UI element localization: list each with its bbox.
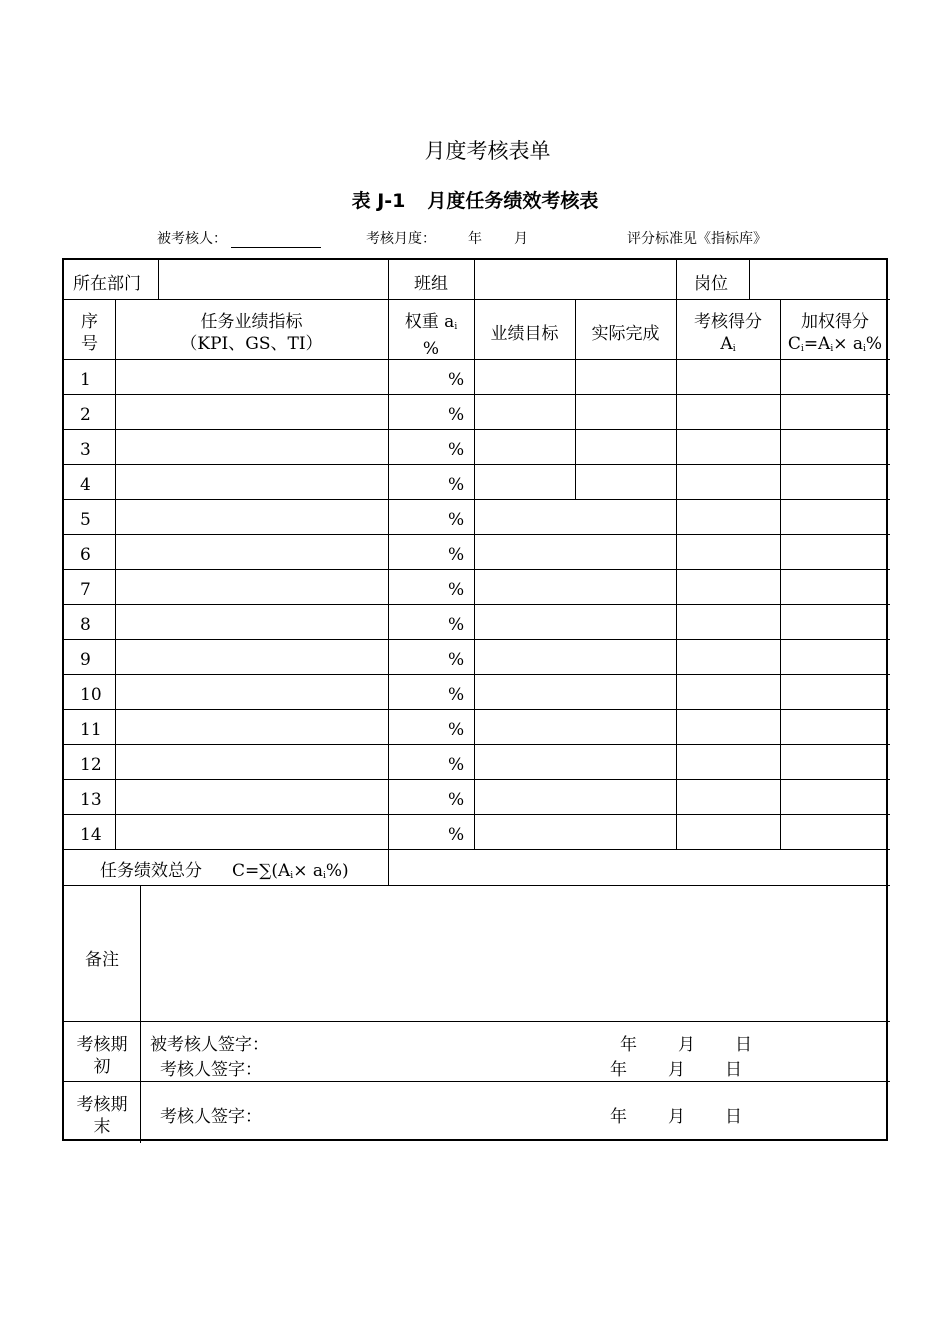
team-input[interactable] [476,261,674,297]
weight-header: 权重 $a_i$ % [404,312,458,359]
row-weight-percent: % [448,685,465,705]
row-number: 6 [80,545,91,565]
period-end-day: 日 [725,1107,742,1127]
period-end-year: 年 [610,1107,627,1127]
period-start-examinee-day: 日 [735,1035,752,1055]
assessment-table [62,258,888,1141]
target-header: 业绩目标 [490,324,559,344]
row-weight-percent: % [448,720,465,740]
total-value-cell[interactable] [390,852,888,882]
table-name: 月度任务绩效考核表 [427,190,599,212]
actual-header: 实际完成 [591,324,660,344]
row-weight-percent: % [448,370,465,390]
period-start-label: 考核期 初 [76,1035,128,1077]
row-number: 14 [80,825,102,845]
year-unit: 年 [468,231,482,247]
row-number: 3 [80,440,91,460]
month-label: 考核月度： [366,231,436,247]
month-field [366,228,528,248]
table-subtitle [0,186,950,213]
row-weight-percent: % [448,650,465,670]
department-label: 所在部门 [73,274,141,294]
period-start-examiner-sign[interactable]: 考核人签字： [160,1060,262,1080]
total-label: 任务绩效总分 $C=\sum(A_i\times a_i\%)$ [100,861,349,881]
period-end-label: 考核期 末 [76,1095,128,1137]
department-input[interactable] [160,261,386,297]
table-code: 表 J-1 [351,190,406,212]
period-start-examiner-day: 日 [725,1060,742,1080]
examinee-blank[interactable] [231,233,321,248]
score-header: 考核得分 $A_i$ [694,312,762,354]
row-weight-percent: % [448,580,465,600]
row-number: 4 [80,475,91,495]
remarks-input[interactable] [142,887,888,1019]
row-weight-percent: % [448,475,465,495]
page-title: 月度考核表单 [424,139,551,163]
row-number: 1 [80,370,91,390]
row-number: 5 [80,510,91,530]
weighted-header: 加权得分 $C_i=A_i\times a_i\%$ [787,312,883,354]
row-number: 8 [80,615,91,635]
post-label: 岗位 [694,274,728,294]
row-weight-percent: % [448,755,465,775]
row-number: 11 [80,720,102,740]
standard-note: 评分标准见《指标库》 [627,231,767,247]
row-number: 9 [80,650,91,670]
remarks-label: 备注 [85,950,119,970]
row-number: 10 [80,685,102,705]
period-start-examinee-sign[interactable]: 被考核人签字： [150,1035,269,1055]
row-weight-percent: % [448,615,465,635]
examinee-label: 被考核人： [157,231,227,247]
examinee-field [157,228,321,248]
period-start-examiner-month: 月 [668,1060,685,1080]
period-start-examiner-year: 年 [610,1060,627,1080]
period-start-examinee-year: 年 [620,1035,637,1055]
row-number: 13 [80,790,102,810]
seq-header: 序 号 [81,312,98,354]
row-weight-percent: % [448,510,465,530]
row-weight-percent: % [448,825,465,845]
period-end-month: 月 [668,1107,685,1127]
period-end-examiner-sign[interactable]: 考核人签字： [160,1107,262,1127]
period-start-examinee-month: 月 [678,1035,695,1055]
row-weight-percent: % [448,405,465,425]
row-number: 2 [80,405,91,425]
post-input[interactable] [751,261,887,297]
row-weight-percent: % [448,790,465,810]
team-label: 班组 [414,274,448,294]
row-number: 12 [80,755,102,775]
month-unit: 月 [514,231,528,247]
row-number: 7 [80,580,91,600]
row-weight-percent: % [448,440,465,460]
kpi-header: 任务业绩指标 （KPI、GS、TI） [180,312,323,354]
row-weight-percent: % [448,545,465,565]
